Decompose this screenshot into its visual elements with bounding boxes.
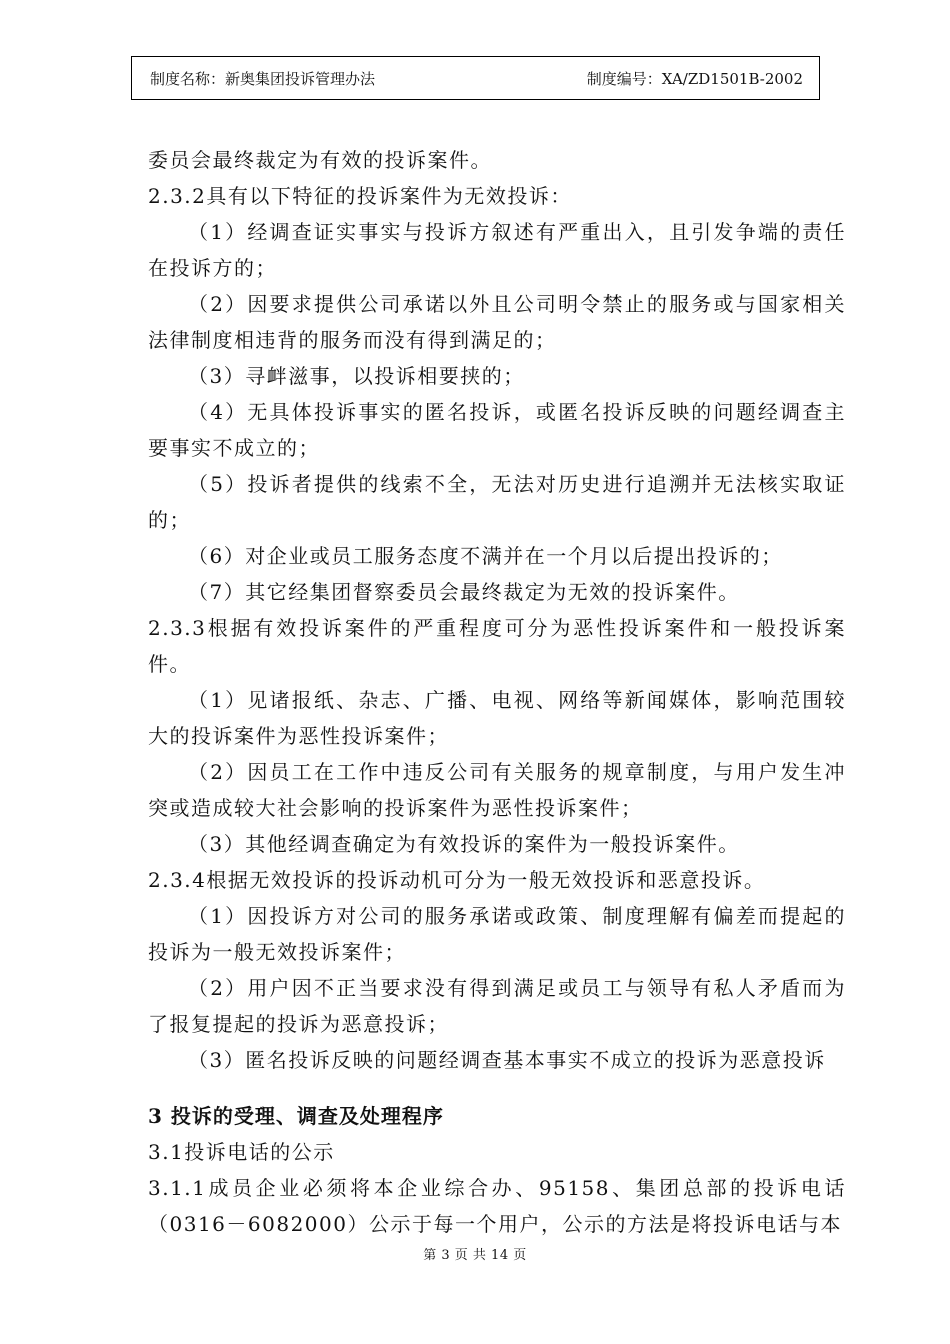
regulation-number: 制度编号：XA/ZD1501B-2002 (586, 70, 803, 88)
document-body (148, 142, 846, 1242)
list-item: （2）因员工在工作中违反公司有关服务的规章制度，与用户发生冲突或造成较大社会影响的投诉案件为恶性投诉案件； (148, 760, 846, 820)
section-heading: 3 投诉的受理、调查及处理程序 (148, 1104, 444, 1128)
clause-3-1: 3.1投诉电话的公示 (148, 1140, 335, 1164)
list-item: （3）匿名投诉反映的问题经调查基本事实不成立的投诉为恶意投诉 (188, 1048, 826, 1072)
regulation-name: 制度名称：新奥集团投诉管理办法 (150, 70, 376, 88)
list-item: （5）投诉者提供的线索不全，无法对历史进行追溯并无法核实取证的； (148, 472, 846, 532)
clause-2-3-2: 2.3.2具有以下特征的投诉案件为无效投诉： (148, 184, 572, 208)
list-item: （3）其他经调查确定为有效投诉的案件为一般投诉案件。 (188, 832, 740, 856)
list-item: （3）寻衅滋事，以投诉相要挟的； (188, 364, 525, 388)
list-item: （7）其它经集团督察委员会最终裁定为无效的投诉案件。 (188, 580, 740, 604)
clause-3-1-1: 3.1.1成员企业必须将本企业综合办、95158、集团总部的投诉电话（0316－6082000）公示于每一个用户，公示的方法是将投诉电话与本 (148, 1176, 846, 1236)
document-header (131, 56, 820, 100)
list-item: （4）无具体投诉事实的匿名投诉，或匿名投诉反映的问题经调查主要事实不成立的； (148, 400, 846, 460)
list-item: （1）见诸报纸、杂志、广播、电视、网络等新闻媒体，影响范围较大的投诉案件为恶性投诉案件； (148, 688, 846, 748)
clause-2-3-4: 2.3.4根据无效投诉的投诉动机可分为一般无效投诉和恶意投诉。 (148, 868, 766, 892)
list-item: （2）用户因不正当要求没有得到满足或员工与领导有私人矛盾而为了报复提起的投诉为恶意投诉； (148, 976, 846, 1036)
list-item: （1）因投诉方对公司的服务承诺或政策、制度理解有偏差而提起的投诉为一般无效投诉案件； (148, 904, 846, 964)
list-item: （1）经调查证实事实与投诉方叙述有严重出入，且引发争端的责任在投诉方的； (148, 220, 846, 280)
paragraph-continuation: 委员会最终裁定为有效的投诉案件。 (148, 148, 492, 172)
clause-2-3-3: 2.3.3根据有效投诉案件的严重程度可分为恶性投诉案件和一般投诉案件。 (148, 616, 846, 676)
list-item: （6）对企业或员工服务态度不满并在一个月以后提出投诉的； (188, 544, 783, 568)
page-number: 第 3 页 共 14 页 (423, 1248, 527, 1263)
list-item: （2）因要求提供公司承诺以外且公司明令禁止的服务或与国家相关法律制度相违背的服务而没有得到满足的； (148, 292, 846, 352)
